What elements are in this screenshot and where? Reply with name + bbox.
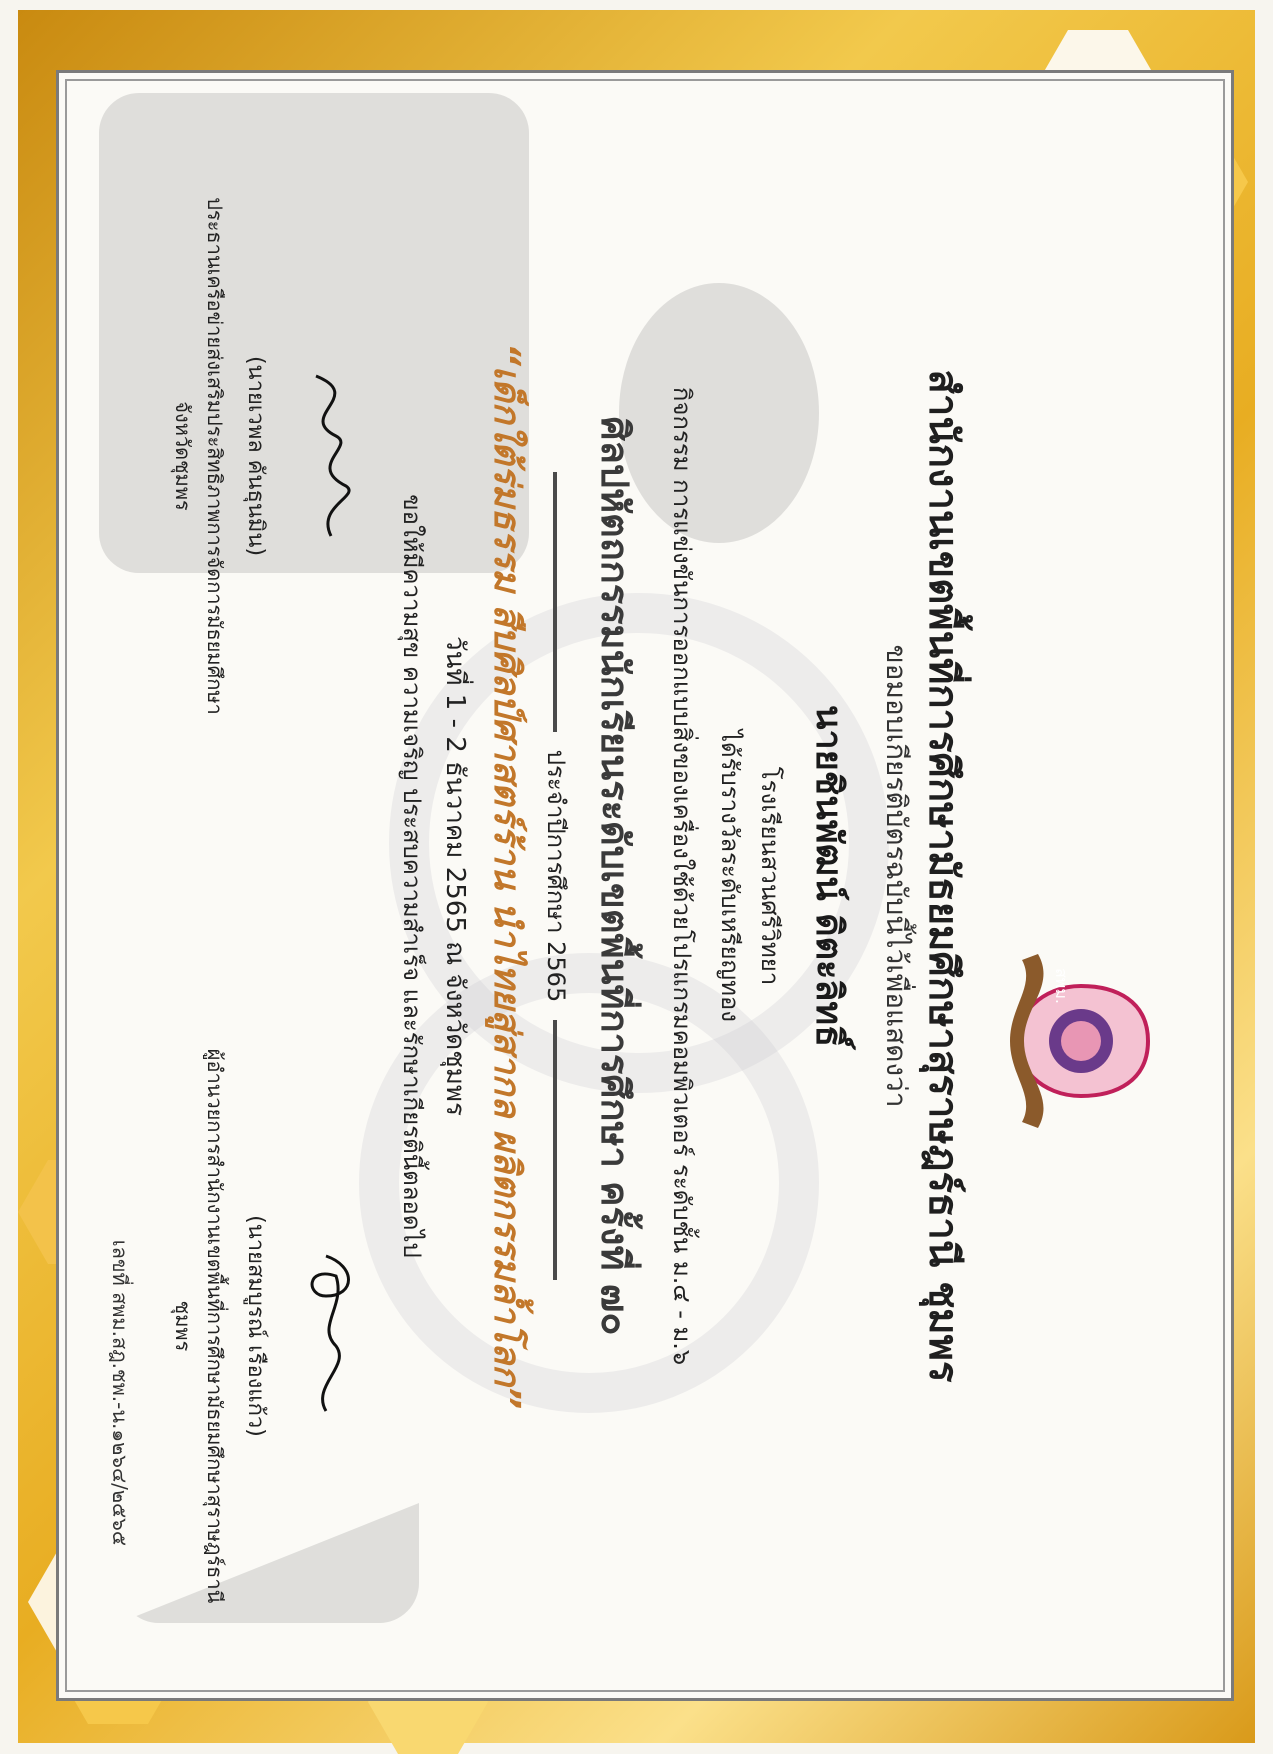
certificate-number: เลขที่ สพม.สฎ.ชพ.-น.๑๒๖๔/๒๕๖๕ [108,1239,132,1546]
signer-position: ประธานเครือข่ายส่งเสริมประสิทธิภาพการจัดการมัธยมศึกษาจังหวัดชุมพร [171,197,227,715]
signer-position: ผู้อำนวยการสำนักงานเขตพื้นที่การศึกษามัธยมศึกษาสุราษฎร์ธานี ชุมพร [171,1048,227,1604]
academic-year-row [537,86,576,1666]
competition-activity: กิจกรรม การแข่งขันการออกแบบสิ่งของเครื่องใช้ด้วยโปรแกรมคอมพิวเตอร์ ระดับชั้น ม.๔ - ม.๖ [668,386,696,1366]
closing-wish: ขอให้มีความสุข ความเจริญ ประสบความสำเร็จ และรักษาเกียรตินี้ตลอดไป [398,494,426,1258]
divider-rule [553,1020,557,1280]
signature-block-left [167,176,376,736]
signer-name: (นายสมบูรณ์ เรืองแก้ว) [243,1215,268,1437]
signature-block-right [167,1046,376,1606]
issuing-office-title: สำนักงานเขตพื้นที่การศึกษามัธยมศึกษาสุราษฎร์ธานี ชุมพร [920,369,966,1383]
event-title: ศิลปหัตถกรรมนักเรียนระดับเขตพื้นที่การศึกษา ครั้งที่ ๗๐ [593,416,637,1336]
handwritten-signature [286,356,376,556]
event-slogan: “เด็กใต้ร่มธรรม สืบศิลป์ศาสตร์ร้าน นำไทยสู่สากล ผลิตกรรมล้ำโลก” [486,342,527,1410]
event-date: วันที่ 1 - 2 ธันวาคม 2565 ณ จังหวัดชุมพร [440,636,470,1116]
signer-name: (นายเวพล คันธุนมิน) [243,355,268,557]
obec-secondary-office-logo [1006,946,1156,1136]
school-name: โรงเรียนสวนศรีวิทยา [756,766,784,986]
handwritten-signature [286,1226,376,1426]
divider-rule [553,472,557,732]
recipient-name: นายชินพัฒน์ ดิตะลิทธิ์ [808,704,849,1048]
certificate-content [96,86,1176,1666]
certificate-statement: ขอมอบเกียรติบัตรฉบับนี้ไว้เพื่อแสดงว่า [880,644,913,1108]
award-level: ได้รับรางวัลระดับเหรียญทอง [716,729,744,1023]
academic-year: ประจำปีการศึกษา 2565 [542,749,570,1003]
logo-abbreviation: สพม. [1052,968,1071,1004]
